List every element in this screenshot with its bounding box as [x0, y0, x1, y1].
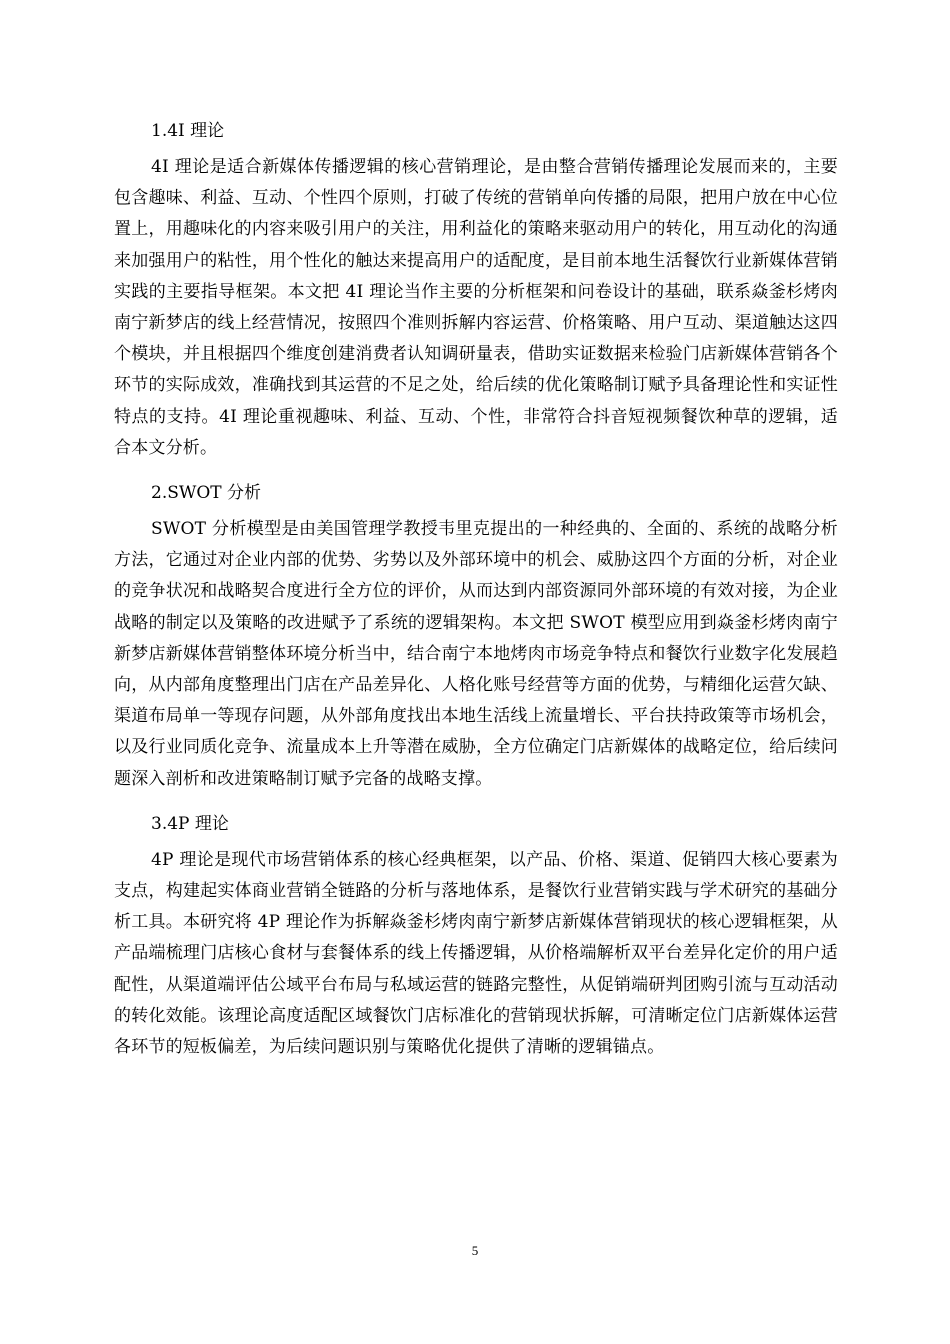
section-heading: 2.SWOT 分析: [151, 483, 262, 504]
section-heading: 3.4P 理论: [151, 813, 229, 834]
section-4p-theory: [114, 807, 838, 1063]
section-paragraph: 4P 理论是现代市场营销体系的核心经典框架，以产品、价格、渠道、促销四大核心要素为支点，构建起实体商业营销全链路的分析与落地体系，是餐饮行业营销实践与学术研究的基础分析工具。本研究将 4P 理论作为拆解焱釜杉烤肉南宁新梦店新媒体营销现状的核心逻辑框架，从产品端梳理门店核心食材与套餐体系的线上传播逻辑，从价格端解析双平台差异化定价的用户适配性，从渠道端评估公域平台布局与私域运营的链路完整性，从促销端研判团购引流与互动活动的转化效能。该理论高度适配区域餐饮门店标准化的营销现状拆解，可清晰定位门店新媒体运营各环节的短板偏差，为后续问题识别与策略优化提供了清晰的逻辑锚点。: [114, 849, 838, 1058]
section-heading: 1.4I 理论: [151, 121, 225, 141]
page-content: [114, 114, 838, 1075]
section-4i-theory: [114, 114, 838, 464]
section-paragraph: SWOT 分析模型是由美国管理学教授韦里克提出的一种经典的、全面的、系统的战略分析方法，它通过对企业内部的优势、劣势以及外部环境中的机会、威胁这四个方面的分析，对企业的竞争状况和战略契合度进行全方位的评价，从而达到内部资源同外部环境的有效对接，为企业战略的制定以及策略的改进赋予了系统的逻辑架构。本文把 SWOT 模型应用到焱釜杉烤肉南宁新梦店新媒体营销整体环境分析当中，结合南宁本地烤肉市场竞争特点和餐饮行业数字化发展趋向，从内部角度整理出门店在产品差异化、人格化账号经营等方面的优势，与精细化运营欠缺、渠道布局单一等现存问题，从外部角度找出本地生活线上流量增长、平台扶持政策等市场机会，以及行业同质化竞争、流量成本上升等潜在威胁，全方位确定门店新媒体的战略定位，给后续问题深入剖析和改进策略制订赋予完备的战略支撑。: [114, 519, 838, 789]
page-number: 5: [471, 1243, 479, 1258]
section-swot-analysis: [114, 476, 838, 795]
section-paragraph: 4I 理论是适合新媒体传播逻辑的核心营销理论，是由整合营销传播理论发展而来的，主要包含趣味、利益、互动、个性四个原则，打破了传统的营销单向传播的局限，把用户放在中心位置上，用趣味化的内容来吸引用户的关注，用利益化的策略来驱动用户的转化，用互动化的沟通来加强用户的粘性，用个性化的触达来提高用户的适配度，是目前本地生活餐饮行业新媒体营销实践的主要指导框架。本文把 4I 理论当作主要的分析框架和问卷设计的基础，联系焱釜杉烤肉南宁新梦店的线上经营情况，按照四个准则拆解内容运营、价格策略、用户互动、渠道触达这四个模块，并且根据四个维度创建消费者认知调研量表，借助实证数据来检验门店新媒体营销各个环节的实际成效，准确找到其运营的不足之处，给后续的优化策略制订赋予具备理论性和实证性特点的支持。4I 理论重视趣味、利益、互动、个性，非常符合抖音短视频餐饮种草的逻辑，适合本文分析。: [114, 157, 838, 458]
